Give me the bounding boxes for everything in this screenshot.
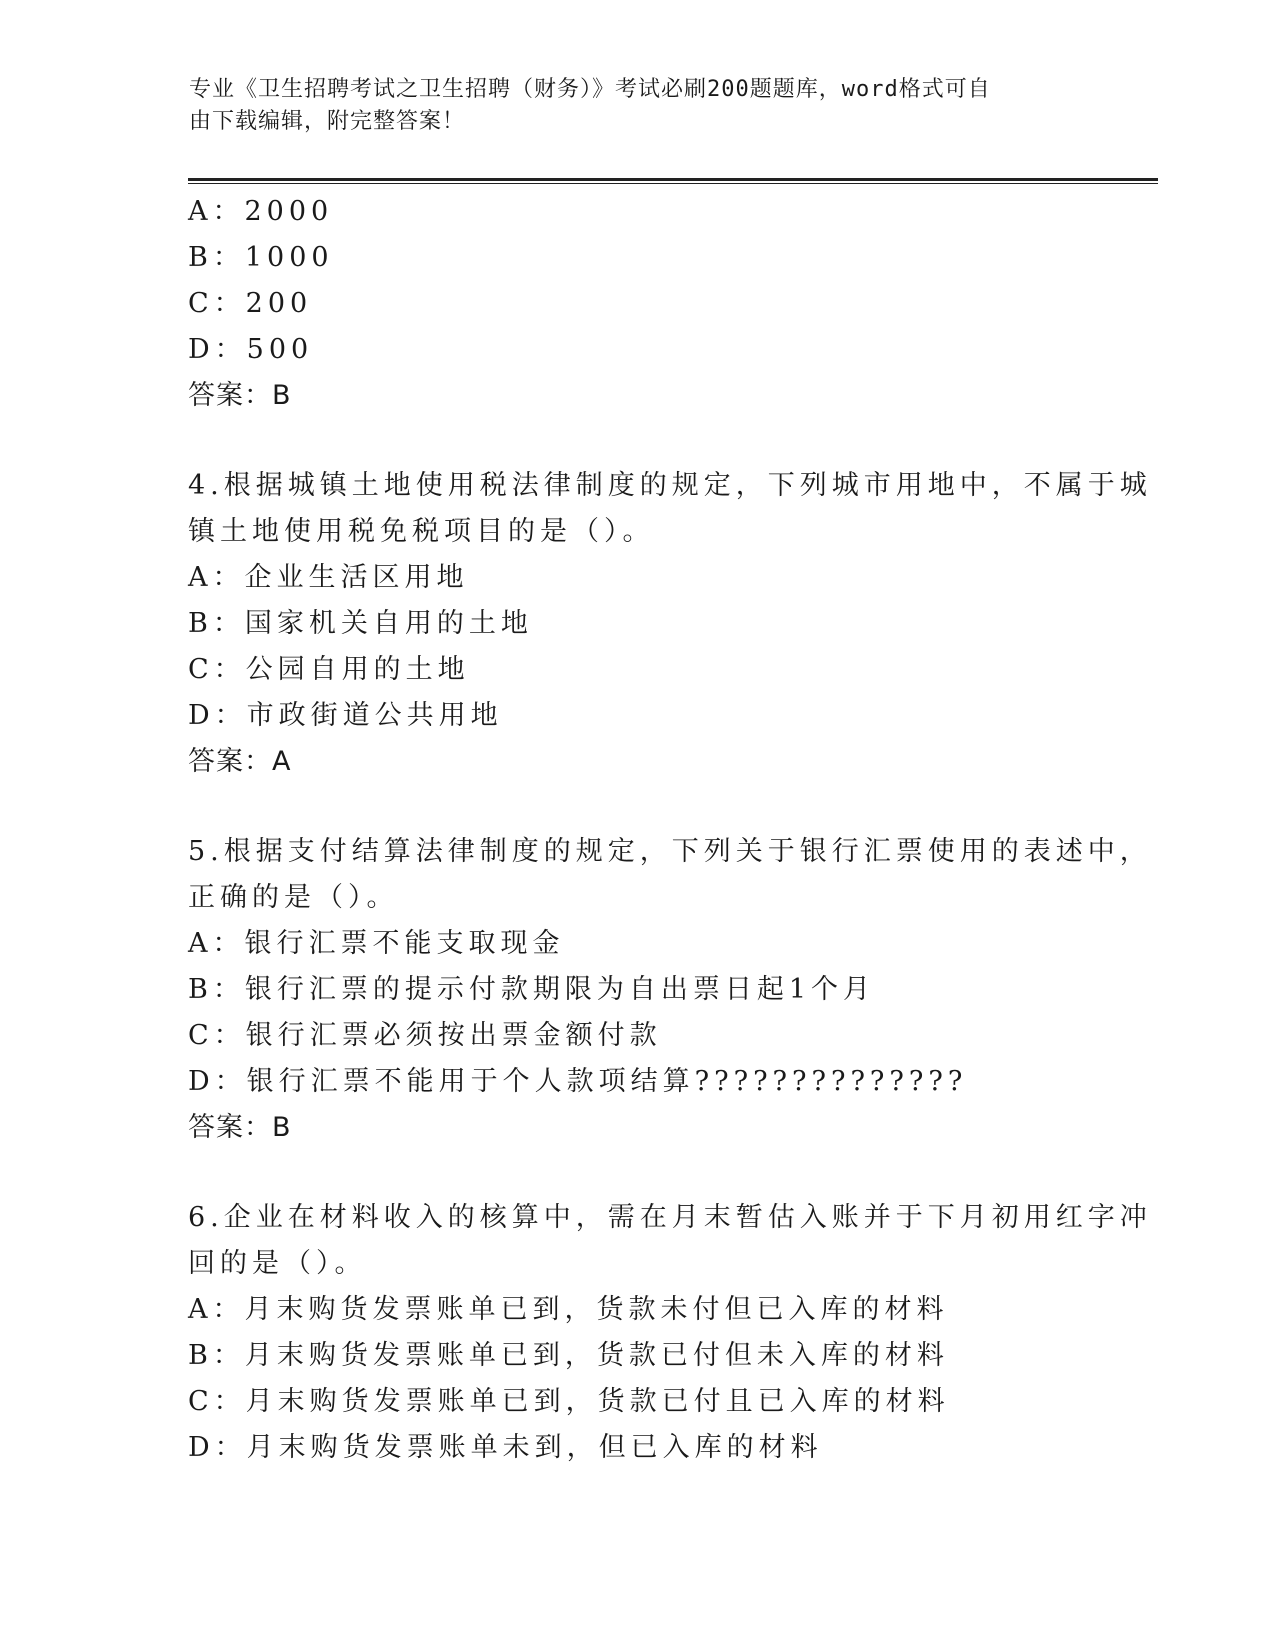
question-5: [188, 829, 1152, 1151]
option-a: A：企业生活区用地: [188, 562, 469, 593]
question-4: [188, 463, 1152, 785]
option-d: D：银行汇票不能用于个人款项结算??????????????: [188, 1066, 968, 1097]
option-b: B：国家机关自用的土地: [188, 608, 533, 639]
answer-line: 答案：A: [188, 746, 292, 777]
question-stem-line-1: 4.根据城镇土地使用税法律制度的规定，下列城市用地中，不属于城: [188, 470, 1152, 501]
option-d: D：500: [188, 334, 314, 365]
question-stem-line-1: 6.企业在材料收入的核算中，需在月末暂估入账并于下月初用红字冲: [188, 1202, 1152, 1233]
question-list: [188, 189, 1152, 1471]
option-a: A：月末购货发票账单已到，货款未付但已入库的材料: [188, 1294, 949, 1325]
option-c: C：月末购货发票账单已到，货款已付且已入库的材料: [188, 1386, 950, 1417]
question-3: [188, 189, 1088, 419]
answer-line: 答案：B: [188, 380, 292, 411]
option-d: D：月末购货发票账单未到，但已入库的材料: [188, 1432, 823, 1463]
option-b: B：1000: [188, 242, 334, 273]
option-b: B：月末购货发票账单已到，货款已付但未入库的材料: [188, 1340, 949, 1371]
question-6: [188, 1195, 1152, 1471]
option-a: A：2000: [188, 196, 334, 227]
question-stem-line-2: 镇土地使用税免税项目的是（）。: [188, 516, 655, 547]
option-a: A：银行汇票不能支取现金: [188, 928, 565, 959]
option-c: C：200: [188, 288, 313, 319]
header-line-2: 由下载编辑，附完整答案！: [189, 109, 466, 134]
spacer: [188, 785, 1088, 829]
option-c: C：公园自用的土地: [188, 654, 470, 685]
question-stem-line-2: 正确的是（）。: [188, 882, 399, 913]
option-d: D：市政街道公共用地: [188, 700, 503, 731]
option-c: C：银行汇票必须按出票金额付款: [188, 1020, 662, 1051]
document-header: [189, 74, 1089, 138]
header-divider-thin: [188, 183, 1158, 184]
question-stem-line-1: 5.根据支付结算法律制度的规定，下列关于银行汇票使用的表述中，: [188, 836, 1152, 867]
answer-line: 答案：B: [188, 1112, 292, 1143]
header-divider-thick: [188, 178, 1158, 181]
question-stem-line-2: 回的是（）。: [188, 1248, 367, 1279]
header-line-1: 专业《卫生招聘考试之卫生招聘（财务）》考试必刷200题题库，word格式可自: [189, 77, 991, 102]
spacer: [188, 1151, 1088, 1195]
spacer: [188, 419, 1088, 463]
option-b: B：银行汇票的提示付款期限为自出票日起1个月: [188, 974, 876, 1005]
